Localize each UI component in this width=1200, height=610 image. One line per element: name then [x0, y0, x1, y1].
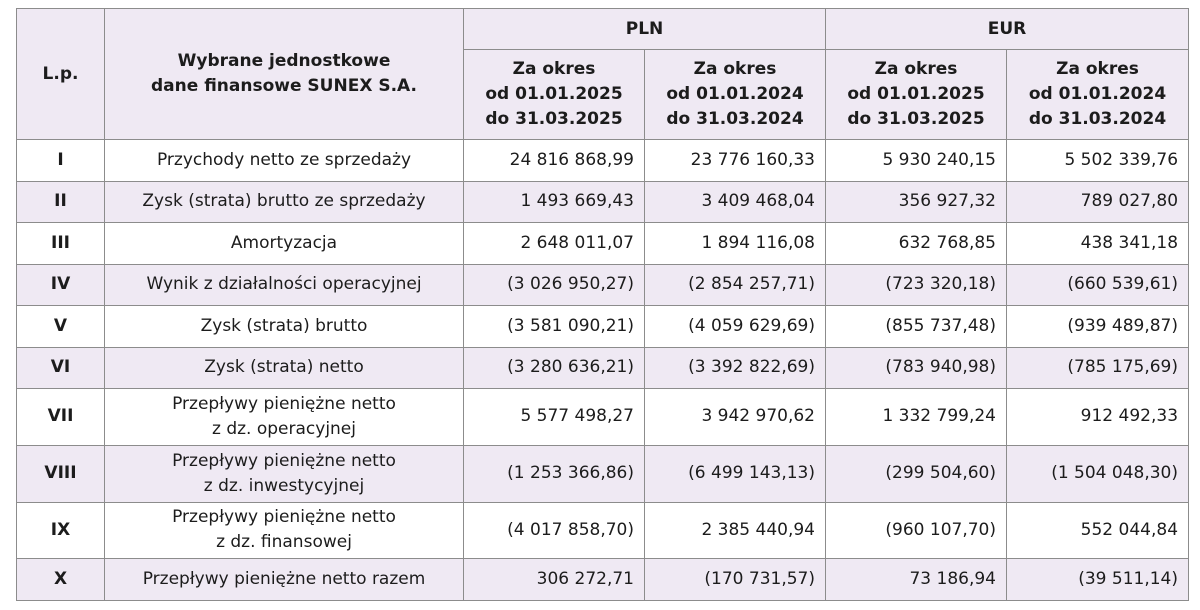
row-lp: III [17, 223, 105, 265]
row-lp: IX [17, 502, 105, 559]
row-description-line: Zysk (strata) brutto ze sprzedaży [142, 191, 426, 212]
table-row [17, 264, 1189, 306]
value-pln-2025: 5 577 498,27 [464, 389, 645, 446]
row-description [105, 264, 464, 306]
value-pln-2025: (3 026 950,27) [464, 264, 645, 306]
value-eur-2024: (785 175,69) [1007, 347, 1189, 389]
value-eur-2025: (299 504,60) [826, 445, 1007, 502]
row-lp: IV [17, 264, 105, 306]
value-eur-2025: (783 940,98) [826, 347, 1007, 389]
value-eur-2024: 789 027,80 [1007, 181, 1189, 223]
value-eur-2024: 438 341,18 [1007, 223, 1189, 265]
value-eur-2024: (660 539,61) [1007, 264, 1189, 306]
row-lp: X [17, 559, 105, 601]
value-eur-2025: 73 186,94 [826, 559, 1007, 601]
value-eur-2025: 356 927,32 [826, 181, 1007, 223]
value-pln-2024: (2 854 257,71) [645, 264, 826, 306]
value-eur-2025: 5 930 240,15 [826, 140, 1007, 182]
value-pln-2024: 3 409 468,04 [645, 181, 826, 223]
value-eur-2024: 552 044,84 [1007, 502, 1189, 559]
row-description [105, 389, 464, 446]
value-pln-2024: (4 059 629,69) [645, 306, 826, 348]
row-description-line: Zysk (strata) netto [204, 357, 364, 378]
row-description-line: Przepływy pieniężne netto [172, 393, 396, 414]
header-period-line: od 01.01.2024 [666, 84, 804, 104]
row-lp: VII [17, 389, 105, 446]
value-pln-2024: 3 942 970,62 [645, 389, 826, 446]
value-eur-2024: (939 489,87) [1007, 306, 1189, 348]
value-pln-2024: 23 776 160,33 [645, 140, 826, 182]
header-group-pln: PLN [464, 9, 826, 50]
value-pln-2024: 2 385 440,94 [645, 502, 826, 559]
row-lp: VI [17, 347, 105, 389]
row-lp: I [17, 140, 105, 182]
header-period-pln-2024 [645, 50, 826, 140]
row-lp: V [17, 306, 105, 348]
header-period-pln-2025 [464, 50, 645, 140]
value-pln-2025: (4 017 858,70) [464, 502, 645, 559]
row-description [105, 559, 464, 601]
value-eur-2025: (855 737,48) [826, 306, 1007, 348]
value-pln-2024: (6 499 143,13) [645, 445, 826, 502]
header-period-line: od 01.01.2025 [847, 84, 985, 104]
value-eur-2025: (960 107,70) [826, 502, 1007, 559]
value-pln-2025: (1 253 366,86) [464, 445, 645, 502]
row-description [105, 223, 464, 265]
header-lp: L.p. [17, 9, 105, 140]
header-period-line: Za okres [874, 59, 958, 79]
row-description [105, 347, 464, 389]
table-row [17, 559, 1189, 601]
header-group-eur: EUR [826, 9, 1189, 50]
value-pln-2024: 1 894 116,08 [645, 223, 826, 265]
row-description [105, 445, 464, 502]
row-description-line: z dz. inwestycyjnej [203, 475, 365, 496]
table-row [17, 502, 1189, 559]
table-row [17, 306, 1189, 348]
header-period-eur-2025 [826, 50, 1007, 140]
value-pln-2025: (3 280 636,21) [464, 347, 645, 389]
table-body [17, 140, 1189, 601]
header-period-line: do 31.03.2024 [1028, 109, 1167, 129]
value-eur-2024: 5 502 339,76 [1007, 140, 1189, 182]
row-lp: VIII [17, 445, 105, 502]
row-description [105, 181, 464, 223]
row-description [105, 306, 464, 348]
header-description [105, 9, 464, 140]
header-period-line: od 01.01.2024 [1028, 84, 1167, 104]
row-lp: II [17, 181, 105, 223]
value-pln-2024: (170 731,57) [645, 559, 826, 601]
value-pln-2024: (3 392 822,69) [645, 347, 826, 389]
table-row [17, 181, 1189, 223]
header-period-line: Za okres [512, 59, 596, 79]
row-description-line: Wynik z działalności operacyjnej [146, 274, 422, 295]
header-period-line: do 31.03.2025 [485, 109, 623, 129]
header-period-line: Za okres [693, 59, 777, 79]
table-row [17, 140, 1189, 182]
value-eur-2024: 912 492,33 [1007, 389, 1189, 446]
row-description-line: z dz. finansowej [216, 532, 352, 553]
header-period-line: do 31.03.2025 [847, 109, 985, 129]
value-eur-2024: (1 504 048,30) [1007, 445, 1189, 502]
header-description-line2: dane finansowe SUNEX S.A. [151, 76, 417, 96]
table-header [17, 9, 1189, 140]
row-description [105, 140, 464, 182]
row-description-line: Amortyzacja [230, 232, 338, 253]
header-description-line1: Wybrane jednostkowe [177, 51, 391, 71]
value-pln-2025: 1 493 669,43 [464, 181, 645, 223]
header-period-line: Za okres [1056, 59, 1139, 79]
header-period-line: od 01.01.2025 [485, 84, 623, 104]
header-period-eur-2024 [1007, 50, 1189, 140]
row-description-line: Przepływy pieniężne netto [172, 507, 396, 528]
value-pln-2025: 24 816 868,99 [464, 140, 645, 182]
financial-data-table [16, 8, 1189, 601]
value-eur-2025: (723 320,18) [826, 264, 1007, 306]
row-description-line: Przychody netto ze sprzedaży [156, 149, 412, 170]
row-description-line: z dz. operacyjnej [212, 418, 356, 439]
value-eur-2024: (39 511,14) [1007, 559, 1189, 601]
table-row [17, 389, 1189, 446]
value-pln-2025: 306 272,71 [464, 559, 645, 601]
header-period-line: do 31.03.2024 [666, 109, 804, 129]
row-description-line: Przepływy pieniężne netto [172, 450, 396, 471]
row-description-line: Zysk (strata) brutto [200, 315, 368, 336]
row-description [105, 502, 464, 559]
value-eur-2025: 1 332 799,24 [826, 389, 1007, 446]
row-description-line: Przepływy pieniężne netto razem [142, 569, 426, 590]
value-eur-2025: 632 768,85 [826, 223, 1007, 265]
value-pln-2025: 2 648 011,07 [464, 223, 645, 265]
value-pln-2025: (3 581 090,21) [464, 306, 645, 348]
table-row [17, 445, 1189, 502]
table-row [17, 223, 1189, 265]
table-row [17, 347, 1189, 389]
